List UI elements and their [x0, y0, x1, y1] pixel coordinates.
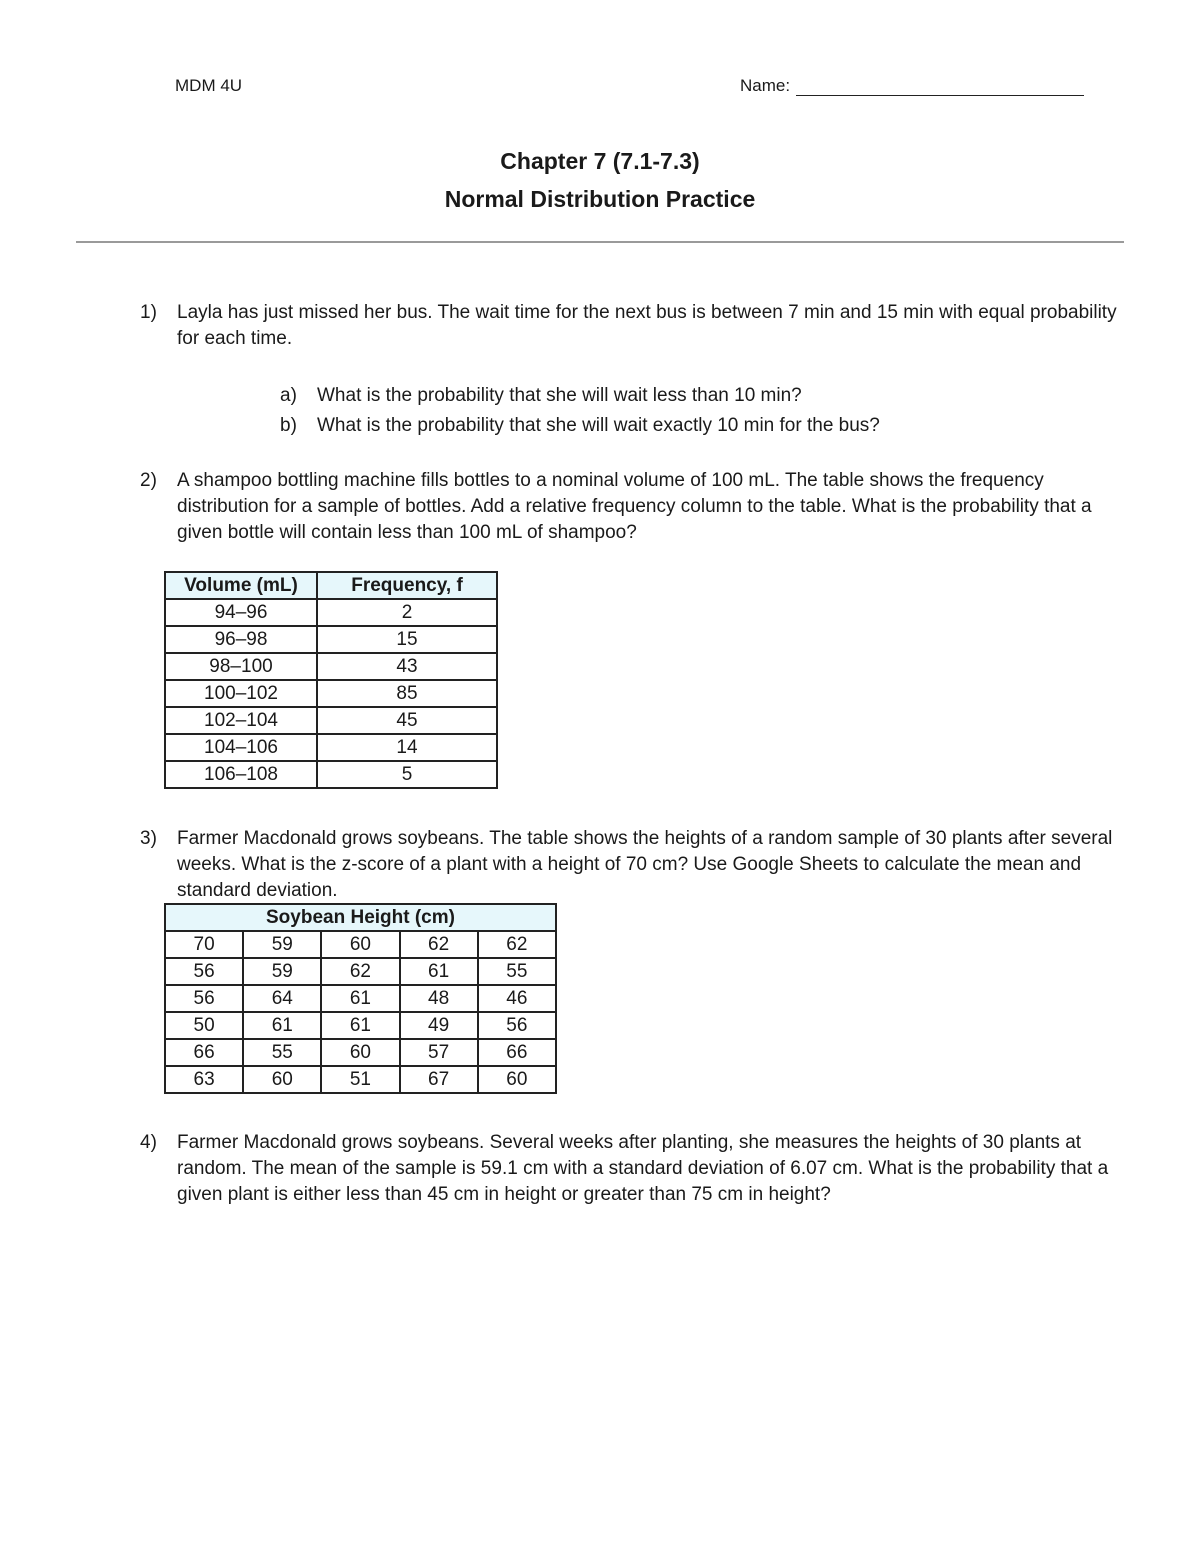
table-cell: 96–98 — [165, 626, 317, 653]
table-row — [165, 761, 497, 788]
volume-frequency-table — [164, 571, 498, 789]
question-number: 4) — [140, 1132, 157, 1153]
table-cell: 49 — [400, 1012, 478, 1039]
question-number: 3) — [140, 828, 157, 849]
question-1 — [140, 300, 1140, 352]
table-cell: 85 — [317, 680, 497, 707]
table-cell: 59 — [243, 931, 321, 958]
soybean-height-table — [164, 903, 557, 1094]
table-cell: 60 — [321, 1039, 399, 1066]
name-blank-line[interactable] — [796, 77, 1084, 96]
table-row — [165, 599, 497, 626]
page-subtitle: Normal Distribution Practice — [444, 186, 756, 212]
table-row — [165, 653, 497, 680]
table-cell: 46 — [478, 985, 556, 1012]
table-cell: 61 — [243, 1012, 321, 1039]
table-cell: 56 — [165, 958, 243, 985]
table-cell: 61 — [321, 1012, 399, 1039]
table-cell: 104–106 — [165, 734, 317, 761]
table-cell: 14 — [317, 734, 497, 761]
table-row — [165, 707, 497, 734]
table-cell: 61 — [400, 958, 478, 985]
table-cell: 48 — [400, 985, 478, 1012]
table-cell: 62 — [400, 931, 478, 958]
table-row — [165, 626, 497, 653]
table-cell: 61 — [321, 985, 399, 1012]
table-row — [165, 680, 497, 707]
question-1a — [280, 383, 802, 409]
table-cell: 55 — [478, 958, 556, 985]
header-divider — [76, 241, 1124, 243]
question-text: Farmer Macdonald grows soybeans. Several weeks after planting, she measures the heights of 30 plants at random. The mean of the sample is 59.1 cm with a standard deviation of 6.07 cm. What is the probability that a given plant is either less than 45 cm in height or greater than 75 cm in height? — [177, 1132, 1109, 1205]
table-header: Soybean Height (cm) — [165, 904, 556, 931]
table-header: Volume (mL) — [165, 572, 317, 599]
table-cell: 56 — [478, 1012, 556, 1039]
table-cell: 106–108 — [165, 761, 317, 788]
table-row — [165, 1039, 556, 1066]
part-label: b) — [280, 415, 297, 436]
table-cell: 67 — [400, 1066, 478, 1093]
page-title: Chapter 7 (7.1-7.3) — [500, 148, 700, 174]
table-header: Frequency, f — [317, 572, 497, 599]
table-cell: 94–96 — [165, 599, 317, 626]
table-cell: 45 — [317, 707, 497, 734]
name-field — [740, 76, 1084, 96]
table-row — [165, 1066, 556, 1093]
question-number: 1) — [140, 302, 157, 323]
table-cell: 62 — [321, 958, 399, 985]
question-text: Farmer Macdonald grows soybeans. The table shows the heights of a random sample of 30 plants after several weeks. What is the z-score of a plant with a height of 70 cm? Use Google Sheets to calculate the mean and standard deviation. — [177, 828, 1113, 901]
table-cell: 60 — [243, 1066, 321, 1093]
part-text: What is the probability that she will wait less than 10 min? — [317, 385, 802, 406]
table-cell: 60 — [478, 1066, 556, 1093]
table-row — [165, 734, 497, 761]
table-cell: 100–102 — [165, 680, 317, 707]
table-row — [165, 985, 556, 1012]
table-cell: 66 — [165, 1039, 243, 1066]
table-cell: 66 — [478, 1039, 556, 1066]
table-cell: 63 — [165, 1066, 243, 1093]
question-4 — [140, 1130, 1140, 1208]
question-text: Layla has just missed her bus. The wait time for the next bus is between 7 min and 15 min with equal probability for each time. — [177, 302, 1117, 349]
table-cell: 55 — [243, 1039, 321, 1066]
table-cell: 70 — [165, 931, 243, 958]
table-row — [165, 931, 556, 958]
table-row — [165, 1012, 556, 1039]
part-text: What is the probability that she will wait exactly 10 min for the bus? — [317, 415, 880, 436]
table-cell: 59 — [243, 958, 321, 985]
table-cell: 50 — [165, 1012, 243, 1039]
name-label: Name: — [740, 76, 791, 95]
question-number: 2) — [140, 470, 157, 491]
question-1b — [280, 413, 880, 439]
table-cell: 15 — [317, 626, 497, 653]
table-cell: 102–104 — [165, 707, 317, 734]
table-cell: 60 — [321, 931, 399, 958]
table-cell: 2 — [317, 599, 497, 626]
table-cell: 64 — [243, 985, 321, 1012]
table-row — [165, 958, 556, 985]
table-cell: 62 — [478, 931, 556, 958]
table-cell: 51 — [321, 1066, 399, 1093]
question-3 — [140, 826, 1140, 904]
table-cell: 43 — [317, 653, 497, 680]
course-code: MDM 4U — [175, 76, 243, 95]
part-label: a) — [280, 385, 297, 406]
table-cell: 56 — [165, 985, 243, 1012]
table-cell: 57 — [400, 1039, 478, 1066]
question-text: A shampoo bottling machine fills bottles to a nominal volume of 100 mL. The table shows the frequency distribution for a sample of bottles. Add a relative frequency column to the table. What is the probability that a given bottle will contain less than 100 mL of shampoo? — [177, 470, 1092, 543]
question-2 — [140, 468, 1140, 546]
table-cell: 98–100 — [165, 653, 317, 680]
table-cell: 5 — [317, 761, 497, 788]
